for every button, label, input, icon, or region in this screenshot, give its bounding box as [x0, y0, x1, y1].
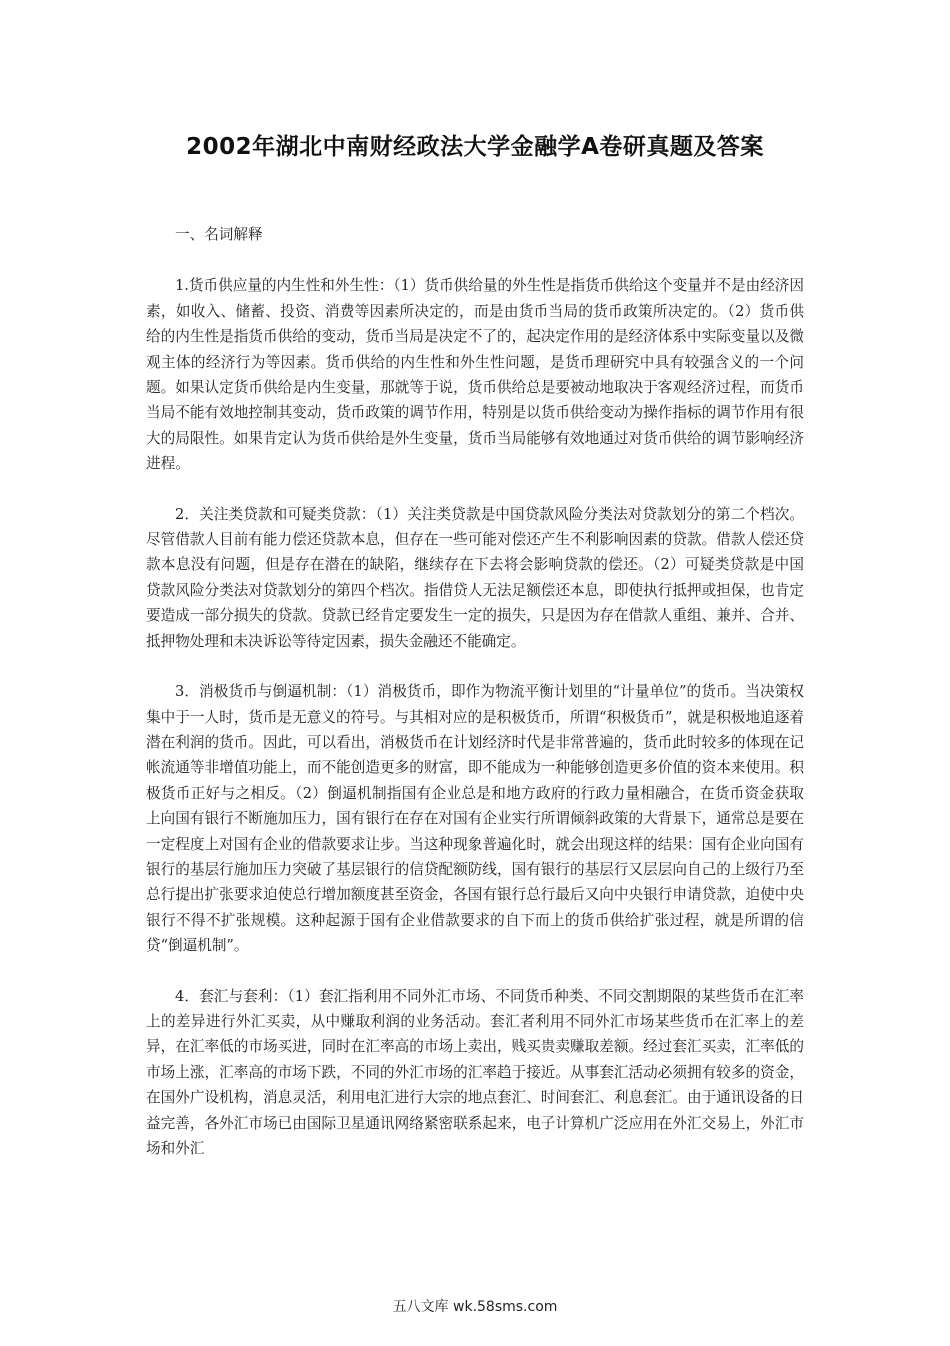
document-title: 2002年湖北中南财经政法大学金融学A卷研真题及答案	[186, 134, 764, 160]
document-body	[146, 222, 804, 1161]
section-heading: 一、名词解释	[175, 226, 263, 243]
paragraph-term-2: 2．关注类贷款和可疑类贷款：（1）关注类贷款是中国贷款风险分类法对贷款划分的第二个档次。尽管借款人目前有能力偿还贷款本息，但存在一些可能对偿还产生不利影响因素的贷款。借款人偿还贷款本息没有问题，但是存在潜在的缺陷，继续存在下去将会影响贷款的偿还。（2）可疑类贷款是中国贷款风险分类法对贷款划分的第四个档次。指借贷人无法足额偿还本息，即使执行抵押或担保，也肯定要造成一部分损失的贷款。贷款已经肯定要发生一定的损失，只是因为存在借款人重组、兼并、合并、抵押物处理和未决诉讼等待定因素，损失金融还不能确定。	[146, 505, 804, 650]
paragraph-term-4: 4．套汇与套利：（1）套汇指利用不同外汇市场、不同货币种类、不同交割期限的某些货币在汇率上的差异进行外汇买卖，从中赚取利润的业务活动。套汇者利用不同外汇市场某些货币在汇率上的差异，在汇率低的市场买进，同时在汇率高的市场上卖出，贱买贵卖赚取差额。经过套汇买卖，汇率低的市场上涨，汇率高的市场下跌，不同的外汇市场的汇率趋于接近。从事套汇活动必须拥有较多的资金，在国外广设机构，消息灵活，利用电汇进行大宗的地点套汇、时间套汇、利息套汇。由于通讯设备的日益完善，各外汇市场已由国际卫星通讯网络紧密联系起来，电子计算机广泛应用在外汇交易上，外汇市场和外汇	[146, 987, 804, 1157]
paragraph-term-1: 1.货币供应量的内生性和外生性：（1）货币供给量的外生性是指货币供给这个变量并不是由经济因素，如收入、储蓄、投资、消费等因素所决定的，而是由货币当局的货币政策所决定的。（2）货币供给的内生性是指货币供给的变动，货币当局是决定不了的，起决定作用的是经济体系中实际变量以及微观主体的经济行为等因素。货币供给的内生性和外生性问题，是货币理研究中具有较强含义的一个问题。如果认定货币供给是内生变量，那就等于说，货币供给总是要被动地取决于客观经济过程，而货币当局不能有效地控制其变动，货币政策的调节作用，特别是以货币供给变动为操作指标的调节作用有很大的局限性。如果肯定认为货币供给是外生变量，货币当局能够有效地通过对货币供给的调节影响经济进程。	[146, 277, 804, 473]
page-footer: 五八文库 wk.58sms.com	[392, 1299, 558, 1315]
paragraph-term-3: 3．消极货币与倒逼机制：（1）消极货币，即作为物流平衡计划里的“计量单位”的货币。当决策权集中于一人时，货币是无意义的符号。与其相对应的是积极货币，所谓“积极货币”，就是积极地追逐着潜在利润的货币。因此，可以看出，消极货币在计划经济时代是非常普遍的，货币此时较多的体现在记帐流通等非增值功能上，而不能创造更多的财富，即不能成为一种能够创造更多价值的资本来使用。积极货币正好与之相反。（2）倒逼机制指国有企业总是和地方政府的行政力量相融合，在货币资金获取上向国有银行不断施加压力，国有银行在存在对国有企业实行所谓倾斜政策的大背景下，通常总是要在一定程度上对国有企业的借款要求让步。当这种现象普遍化时，就会出现这样的结果：国有企业向国有银行的基层行施加压力突破了基层银行的信贷配额防线，国有银行的基层行又层层向自己的上级行乃至总行提出扩张要求迫使总行增加额度甚至资金，各国有银行总行最后又向中央银行申请贷款，迫使中央银行不得不扩张规模。这种起源于国有企业借款要求的自下而上的货币供给扩张过程，就是所谓的信贷“倒逼机制”。	[146, 683, 804, 955]
